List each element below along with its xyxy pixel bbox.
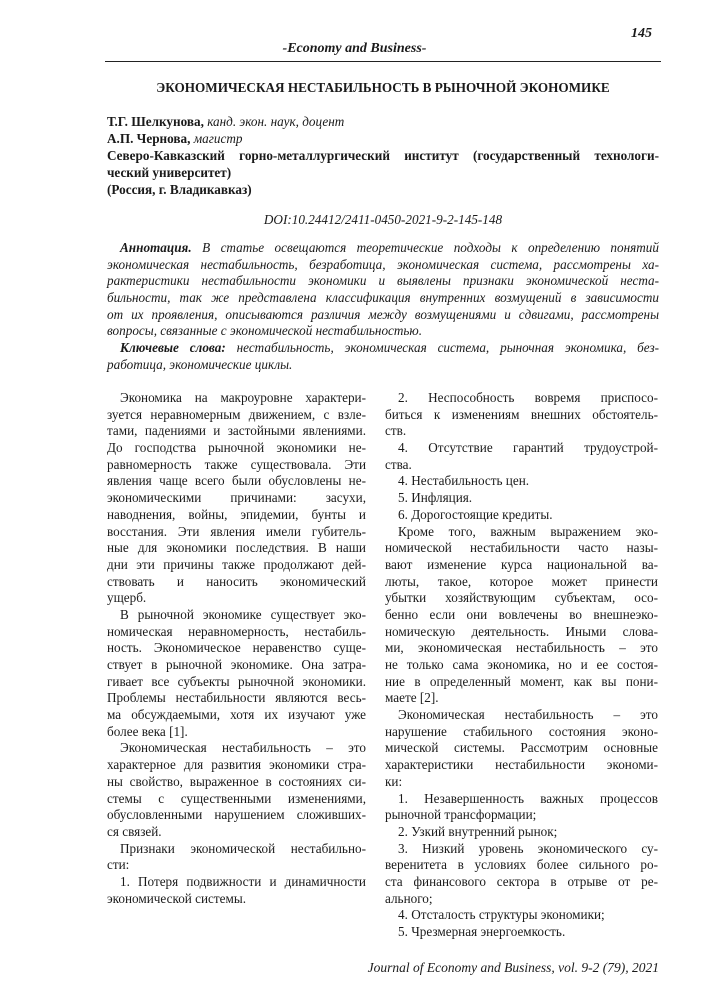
doi: DOI:10.24412/2411-0450-2021-9-2-145-148 <box>263 212 503 227</box>
abstract-label: Ключевые слова: <box>120 340 226 356</box>
text-line: ущерб. <box>107 590 147 606</box>
text-line <box>107 240 659 257</box>
text-line: ального; <box>385 890 433 906</box>
text-line: До господства рыночной экономики не- <box>107 440 366 456</box>
text-line: характерное для развития экономики стра- <box>107 757 366 773</box>
body-column-left <box>107 390 366 907</box>
paragraph <box>107 740 366 840</box>
text-line: В рыночной экономике существует эко- <box>120 606 366 622</box>
paragraph <box>385 841 658 908</box>
affiliation-line: (Россия, г. Владикавказ) <box>107 181 252 197</box>
text-line: Экономическая нестабильность – это <box>120 740 366 756</box>
text-line: наводнения, войны, эпидемии, бунты и <box>107 506 366 522</box>
author-role: канд. экон. наук, доцент <box>207 114 345 129</box>
text-line: ства. <box>385 456 412 472</box>
paragraph <box>385 707 658 790</box>
text-line: 5. Инфляция. <box>398 490 473 506</box>
text-line: стемы с существенными изменениями, <box>107 790 366 806</box>
text-line: более века [1]. <box>107 723 188 739</box>
text-line: 4. Отсутствие гарантий трудоустрой- <box>398 440 658 456</box>
text-line: зуется неравномерным движением, с взле- <box>107 406 366 422</box>
abstract-text: В статье освещаются теоретические подходы к определению понятий <box>202 240 659 255</box>
text-line: 5. Чрезмерная энергоемкость. <box>398 924 566 939</box>
paragraph <box>385 524 658 708</box>
text-line: гивает все субъекты рыночной экономики. <box>107 673 366 689</box>
text-line: экономическая нестабильность, безработица, экономическая система, рассмотрены ха- <box>107 256 659 272</box>
text-line: ся связей. <box>107 823 162 839</box>
text-line: ны свойство, выраженное в состояниях си- <box>107 773 366 789</box>
text-line: Экономика на макроуровне характери- <box>120 390 366 405</box>
text-line: ные для экономики последствия. В наши <box>107 540 366 556</box>
body-column-right <box>385 390 658 941</box>
text-line: 2. Неспособность вовремя приспосо- <box>398 390 658 405</box>
text-line: восстания. Эти явления имели губитель- <box>107 523 366 539</box>
text-line: ств. <box>385 423 407 439</box>
authors-block <box>107 113 659 198</box>
text-line: ки: <box>385 773 403 789</box>
author <box>107 113 659 130</box>
text-line: нарушение стабильного состояния эконо- <box>385 723 658 739</box>
abstract <box>107 240 659 374</box>
text-line: 2. Узкий внутренний рынок; <box>398 823 558 839</box>
text-line: обусловленными нарушением сложивших- <box>107 807 366 823</box>
text-line: бильности, так же представлена классификация внутренних возмущений в зависимости <box>107 290 659 306</box>
paragraph <box>385 440 658 473</box>
text-line: ствовать и наносить экономический <box>107 573 366 589</box>
paragraph <box>385 791 658 824</box>
author <box>107 130 659 147</box>
text-line: 1. Потеря подвижности и динамичности <box>120 873 366 889</box>
journal-footer: Journal of Economy and Business, vol. 9-2 (79), 2021 <box>367 960 659 975</box>
text-line: Кроме того, важным выражением эко- <box>398 523 658 539</box>
text-line: рыночной трансформации; <box>385 807 537 823</box>
paragraph <box>385 390 658 440</box>
paragraph <box>385 907 658 924</box>
author-name: Т.Г. Шелкунова, <box>107 114 204 129</box>
text-line: характеристики нестабильности экономи- <box>385 757 658 773</box>
text-line: бенно если они вовлечены во внешнеэко- <box>385 606 658 622</box>
abstract-label: Аннотация. <box>120 240 192 255</box>
text-line: явления чаще всего были обусловлены не- <box>107 473 366 489</box>
text-line: номической нестабильности часто назы- <box>385 540 658 556</box>
text-line: маете [2]. <box>385 690 439 706</box>
text-line: ствует в рыночной экономике. Она затра- <box>107 657 366 672</box>
paragraph <box>385 824 658 841</box>
text-line: ми, экономическая нестабильность – это <box>385 640 658 656</box>
text-line: ние в определенный момент, как вы пони- <box>385 673 658 689</box>
paragraph <box>385 924 658 941</box>
paragraph <box>107 390 366 607</box>
author-name: А.П. Чернова, <box>107 131 191 146</box>
text-line: ма обсуждаемыми, хотя их изучают уже <box>107 707 366 723</box>
paragraph <box>385 473 658 490</box>
affiliation-line: ческий университет) <box>107 164 232 180</box>
text-line: убытки хозяйствующим субъектам, осо- <box>385 590 658 606</box>
text-line: не только сама экономика, но и ее состоя- <box>385 657 658 672</box>
abstract-paragraph <box>107 240 659 340</box>
text-line: вопросы, связанные с экономической нестабильностью. <box>107 323 423 339</box>
text-line: ста финансового сектора в отрыве от ре- <box>385 873 658 889</box>
paragraph <box>107 841 366 874</box>
paragraph <box>107 607 366 741</box>
text-line: мической системы. Рассмотрим основные <box>385 740 658 756</box>
text-line: биться к изменениям внешних обстоятель- <box>385 406 658 422</box>
abstract-text: нестабильность, экономическая система, рыночная экономика, без- <box>236 340 660 356</box>
text-line: люты, такое, которое может принести <box>385 573 658 589</box>
affiliation-line: Северо-Кавказский горно-металлургический институт (государственный технологи- <box>107 148 659 163</box>
text-line: 4. Отсталость структуры экономики; <box>398 907 605 923</box>
text-line: работица, экономические циклы. <box>107 356 293 372</box>
text-line: вают изменение курса национальной ва- <box>385 556 658 572</box>
text-line: сти: <box>107 857 130 873</box>
text-line: номическая неравномерность, нестабиль- <box>107 623 366 639</box>
text-line: Экономическая нестабильность – это <box>398 707 658 723</box>
abstract-paragraph <box>107 340 659 373</box>
paragraph <box>385 507 658 524</box>
text-line: ность. Экономическое неравенство суще- <box>107 640 366 656</box>
author-role: магистр <box>193 131 243 146</box>
text-line: 4. Нестабильность цен. <box>398 473 530 489</box>
text-line: экономической системы. <box>107 890 247 906</box>
text-line: дни эти причины также продолжают дей- <box>107 556 366 572</box>
paragraph <box>385 490 658 507</box>
text-line <box>107 340 659 357</box>
text-line: тами, падениями и застойными явлениями. <box>107 423 366 439</box>
text-line: веренитета в условиях более сильного ро- <box>385 857 658 873</box>
text-line: Проблемы нестабильности являются весь- <box>107 690 366 706</box>
text-line: равномерность также существовала. Эти <box>107 456 366 472</box>
text-line: номическую деятельность. Иными слова- <box>385 623 658 639</box>
text-line: рактеристики нестабильности экономики и выявлены признаки экономической неста- <box>107 273 659 289</box>
text-line: экономическими причинами: засухи, <box>107 490 366 506</box>
text-line: от их проявления, описываются различия между возмущениями и сдвигами, рассмотрены <box>107 306 659 322</box>
text-line: Признаки экономической нестабильно- <box>120 840 366 856</box>
running-title: -Economy and Business- <box>282 41 427 56</box>
article-title: ЭКОНОМИЧЕСКАЯ НЕСТАБИЛЬНОСТЬ В РЫНОЧНОЙ ЭКОНОМИКЕ <box>156 80 610 95</box>
text-line: 3. Низкий уровень экономического су- <box>398 840 658 856</box>
page-number: 145 <box>631 26 652 41</box>
header-rule <box>105 61 661 62</box>
paragraph <box>107 874 366 907</box>
text-line: 1. Незавершенность важных процессов <box>398 790 658 806</box>
text-line: 6. Дорогостоящие кредиты. <box>398 506 553 522</box>
